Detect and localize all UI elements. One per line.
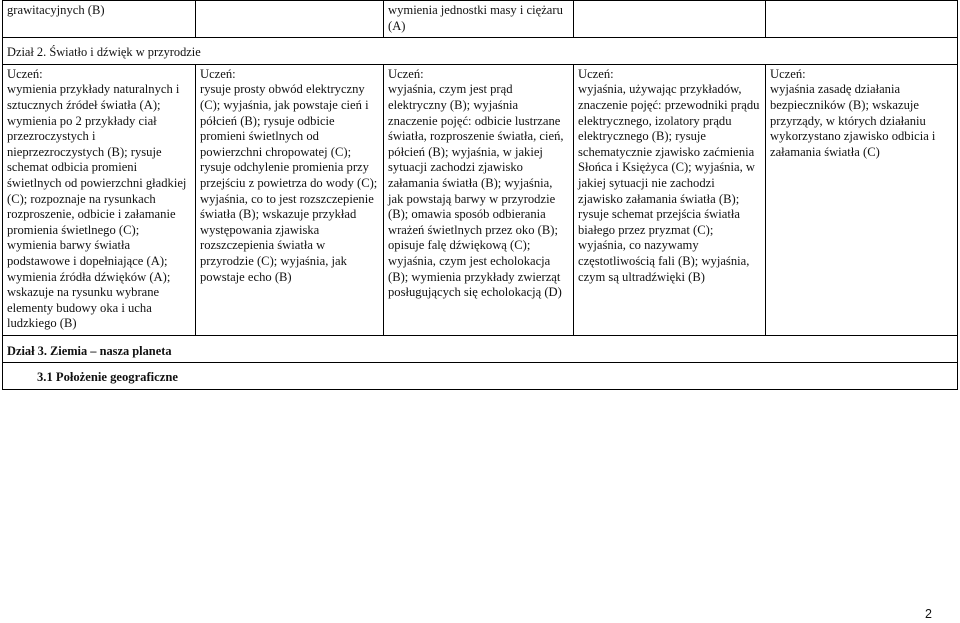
page-number: 2 <box>925 607 932 621</box>
subsection-title: 3.1 Położenie geograficzne <box>37 370 178 385</box>
column-label: Uczeń: <box>578 66 614 81</box>
column-text: wyjaśnia, czym jest prąd elektryczny (B); wyjaśnia znaczenie pojęć: odbicie lustrzane światła, rozproszenie światła, cień, półcień (B); wyjaśnia, w jakiej sytuacji zachodzi zjawisko załamania światła (B); wyjaśnia, jak powstają barwy w przyrodzie (B); omawia sposób odbierania wrażeń świetlnych przez oko (B); opisuje falę dźwiękową (C); wyjaśnia, czym jest echolokacja (B); wymienia przykłady zwierząt posługujących się echolokacją (D) <box>388 82 564 300</box>
cell-top-3 <box>574 1 766 38</box>
requirements-col-2 <box>196 64 384 335</box>
top-row-text: grawitacyjnych (B) <box>7 3 105 17</box>
requirements-col-1 <box>3 64 196 335</box>
cell-top-0 <box>3 1 196 38</box>
column-label: Uczeń: <box>770 66 806 81</box>
top-row-text-col3: wymienia jednostki masy i ciężaru (A) <box>388 3 563 33</box>
column-text: wyjaśnia zasadę działania bezpieczników (B); wskazuje przyrządy, w których działaniu wykorzystano zjawisko odbicia i załamania światła (C) <box>770 82 936 159</box>
table-row-top <box>3 1 958 38</box>
section-title: Dział 3. Ziemia – nasza planeta <box>7 343 172 358</box>
subsection-title-cell <box>3 363 958 390</box>
column-label: Uczeń: <box>388 66 424 81</box>
section-2-title-cell <box>3 38 958 65</box>
column-text: wymienia przykłady naturalnych i sztucznych źródeł światła (A); wymienia po 2 przykłady ciał przezroczystych i nieprzezroczystych (B); rysuje schemat odbicia promieni świetlnych od powierzchni gładkiej (C); rozpoznaje na rysunkach rozproszenie, odbicie i załamanie promienia świetlnego (C); wymienia barwy światła podstawowe i dopełniające (A); wymienia źródła dźwięków (A); wskazuje na rysunku wybrane elementy budowy oka i ucha ludzkiego (B) <box>7 82 187 331</box>
cell-top-2 <box>384 1 574 38</box>
column-label: Uczeń: <box>7 66 43 81</box>
cell-top-1 <box>196 1 384 38</box>
requirements-col-3 <box>384 64 574 335</box>
column-label: Uczeń: <box>200 66 236 81</box>
requirements-col-5 <box>766 64 958 335</box>
curriculum-table <box>2 0 958 390</box>
cell-top-4 <box>766 1 958 38</box>
column-text: wyjaśnia, używając przykładów, znaczenie pojęć: przewodniki prądu elektrycznego, izolatory prądu elektrycznego (B); rysuje schematycznie zjawisko zaćmienia Słońca i Księżyca (C); wyjaśnia, w jakiej sytuacji nie zachodzi zjawisko załamania światła (B); rysuje schemat przejścia światła białego przez pryzmat (C); wyjaśnia, co nazywamy częstotliwością fali (B); wyjaśnia, czym są ultradźwięki (B) <box>578 82 760 284</box>
section-3-title-cell <box>3 335 958 363</box>
column-text: rysuje prosty obwód elektryczny (C); wyjaśnia, jak powstaje cień i półcień (B); rysuje odbicie promieni świetlnych od powierzchni chropowatej (C); rysuje odchylenie promienia przy przejściu z powietrza do wody (C); wyjaśnia, co to jest rozszczepienie światła (B); wskazuje przykład występowania zjawiska rozszczepienia światła w przyrodzie (C); wyjaśnia, jak powstaje echo (B) <box>200 82 378 284</box>
requirements-col-4 <box>574 64 766 335</box>
section-row-3 <box>3 335 958 363</box>
subsection-row <box>3 363 958 390</box>
section-title: Dział 2. Światło i dźwięk w przyrodzie <box>7 45 201 60</box>
section-row-2 <box>3 38 958 65</box>
table-row-requirements <box>3 64 958 335</box>
